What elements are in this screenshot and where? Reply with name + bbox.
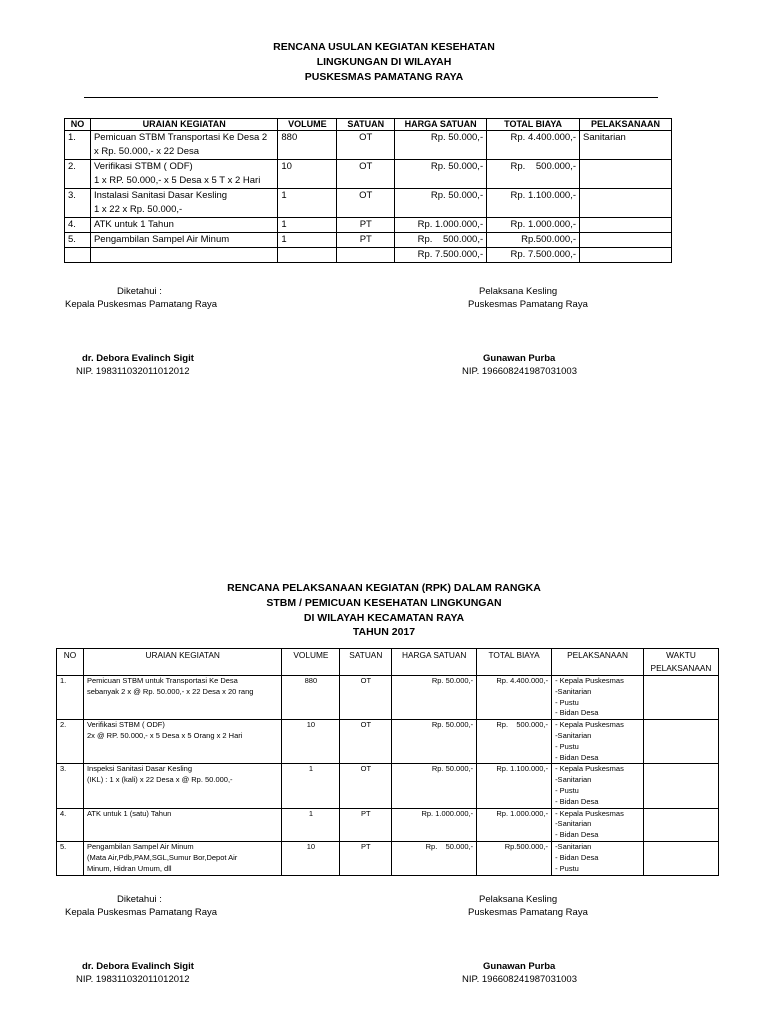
pelaksana-item: - Kepala Puskesmas xyxy=(555,808,624,818)
uraian-line: (Mata Air,Pdb,PAM,SGL,Sumur Bor,Depot Air xyxy=(86,852,238,862)
cell-harga: Rp. 1.000.000,- xyxy=(392,808,477,841)
cell-pelaksanaan xyxy=(552,841,644,875)
cell-satuan: OT xyxy=(337,160,395,189)
cell-satuan: PT xyxy=(337,233,395,248)
doc1-table xyxy=(64,118,672,263)
cell-total: Rp. 500.000,- xyxy=(487,160,580,189)
uraian-line: Pemicuan STBM Transportasi Ke Desa 2 xyxy=(93,132,268,143)
cell-uraian xyxy=(90,160,277,189)
pelaksana-item: - Pustu xyxy=(555,697,579,707)
cell-pelaksanaan xyxy=(552,720,644,764)
doc2-table xyxy=(56,648,719,876)
cell-uraian xyxy=(90,131,277,160)
doc2-sign-left-name: dr. Debora Evalinch Sigit xyxy=(82,961,194,972)
doc2-sign-left-line1: Diketahui : xyxy=(117,894,162,905)
cell-pelaksanaan xyxy=(552,676,644,720)
total-harga: Rp. 7.500.000,- xyxy=(395,248,487,263)
cell-waktu xyxy=(643,764,718,808)
cell-no: 4. xyxy=(65,218,91,233)
uraian-line: 2x @ RP. 50.000,- x 5 Desa x 5 Orang x 2 Hari xyxy=(86,730,243,740)
uraian-line: Verifikasi STBM ( ODF) xyxy=(93,161,193,172)
cell-volume: 1 xyxy=(282,808,340,841)
cell-pelaksanaan xyxy=(580,189,672,218)
table-row xyxy=(65,233,672,248)
cell-satuan: OT xyxy=(340,676,392,720)
doc1-title-line-1: RENCANA USULAN KEGIATAN KESEHATAN xyxy=(273,41,495,53)
doc1-title-line-2: LINGKUNGAN DI WILAYAH xyxy=(316,56,452,68)
pelaksana-item: -Sanitarian xyxy=(555,841,592,851)
cell-volume: 10 xyxy=(282,720,340,764)
doc1-title-line-3: PUSKESMAS PAMATANG RAYA xyxy=(304,71,464,83)
doc2-sign-right-name: Gunawan Purba xyxy=(483,961,556,972)
cell-uraian: ATK untuk 1 (satu) Tahun xyxy=(83,808,281,841)
cell-waktu xyxy=(643,808,718,841)
cell-harga: Rp. 1.000.000,- xyxy=(395,218,487,233)
doc1-header-satuan: SATUAN xyxy=(337,119,395,131)
cell-no: 2. xyxy=(65,160,91,189)
cell-harga: Rp. 50.000,- xyxy=(392,841,477,875)
cell-harga: Rp. 50.000,- xyxy=(395,131,487,160)
cell-uraian xyxy=(83,676,281,720)
uraian-line: (IKL) : 1 x (kali) x 22 Desa x @ Rp. 50.000,- xyxy=(86,775,233,785)
doc2-header-row xyxy=(57,649,719,676)
cell-total: Rp. 4.400.000,- xyxy=(477,676,552,720)
doc1-sign-right-line1: Pelaksana Kesling xyxy=(479,286,558,297)
cell-total: Rp.500.000,- xyxy=(487,233,580,248)
cell-harga: Rp. 50.000,- xyxy=(392,764,477,808)
cell-volume: 1 xyxy=(278,233,337,248)
cell-satuan: PT xyxy=(337,218,395,233)
doc1-header-volume: VOLUME xyxy=(278,119,337,131)
doc1-header-total: TOTAL BIAYA xyxy=(487,119,580,131)
doc2-sign-right-line2: Puskesmas Pamatang Raya xyxy=(468,907,588,918)
cell-no: 3. xyxy=(65,189,91,218)
doc2-title-line-2: STBM / PEMICUAN KESEHATAN LINGKUNGAN xyxy=(266,597,502,609)
doc1-header-row xyxy=(65,119,672,131)
doc2-sign-right-line1: Pelaksana Kesling xyxy=(479,894,558,905)
doc2-sign-right-nip: NIP. 196608241987031003 xyxy=(462,974,577,985)
cell-waktu xyxy=(643,720,718,764)
uraian-line: x Rp. 50.000,- x 22 Desa xyxy=(93,146,200,157)
doc1-header-harga: HARGA SATUAN xyxy=(395,119,487,131)
cell-no: 2. xyxy=(57,720,84,764)
cell-no: 5. xyxy=(65,233,91,248)
pelaksana-item: - Kepala Puskesmas xyxy=(555,764,624,774)
cell-harga: Rp. 500.000,- xyxy=(395,233,487,248)
cell-uraian: ATK untuk 1 Tahun xyxy=(90,218,277,233)
cell-satuan: OT xyxy=(337,189,395,218)
cell-uraian xyxy=(83,841,281,875)
total-biaya: Rp. 7.500.000,- xyxy=(487,248,580,263)
cell-total: Rp. 500.000,- xyxy=(477,720,552,764)
uraian-line: Pengambilan Sampel Air Minum xyxy=(86,841,194,851)
doc2-title-line-3: DI WILAYAH KECAMATAN RAYA xyxy=(303,612,465,624)
pelaksana-item: -Sanitarian xyxy=(555,686,592,696)
pelaksana-item: - Kepala Puskesmas xyxy=(555,720,624,730)
cell-satuan: OT xyxy=(337,131,395,160)
cell-total: Rp. 1.000.000,- xyxy=(477,808,552,841)
pelaksana-item: - Bidan Desa xyxy=(555,830,599,840)
cell-no: 3. xyxy=(57,764,84,808)
uraian-line: 1 x 22 x Rp. 50.000,- xyxy=(93,204,183,215)
cell-uraian xyxy=(83,764,281,808)
table-row xyxy=(65,160,672,189)
pelaksana-item: - Kepala Puskesmas xyxy=(555,676,624,685)
doc2-header-pelaksanaan: PELAKSANAAN xyxy=(552,649,644,676)
cell-volume: 1 xyxy=(278,189,337,218)
doc1-sign-left-name: dr. Debora Evalinch Sigit xyxy=(82,353,194,364)
doc2-sign-left-nip: NIP. 198311032011012012 xyxy=(76,974,190,985)
cell-pelaksanaan xyxy=(580,233,672,248)
uraian-line: Minum, Hidran Umum, dll xyxy=(86,863,172,873)
cell-harga: Rp. 50.000,- xyxy=(392,720,477,764)
cell-uraian: Pengambilan Sampel Air Minum xyxy=(90,233,277,248)
pelaksana-item: - Pustu xyxy=(555,863,579,873)
uraian-line: Pemicuan STBM untuk Transportasi Ke Desa xyxy=(86,676,238,685)
doc2-title-line-4: TAHUN 2017 xyxy=(352,626,416,638)
cell-total: Rp. 4.400.000,- xyxy=(487,131,580,160)
table-row xyxy=(57,841,719,875)
cell-volume: 1 xyxy=(278,218,337,233)
table-row xyxy=(57,676,719,720)
cell-volume: 1 xyxy=(282,764,340,808)
pelaksana-item: - Bidan Desa xyxy=(555,796,599,806)
doc1-sign-left-nip: NIP. 198311032011012012 xyxy=(76,366,190,377)
cell-satuan: PT xyxy=(340,808,392,841)
doc1-title-rule xyxy=(84,97,658,98)
uraian-line: Verifikasi STBM ( ODF) xyxy=(86,720,165,730)
cell-total: Rp.500.000,- xyxy=(477,841,552,875)
pelaksana-item: - Pustu xyxy=(555,741,579,751)
uraian-line: 1 x RP. 50.000,- x 5 Desa x 5 T x 2 Hari xyxy=(93,175,261,186)
uraian-line: sebanyak 2 x @ Rp. 50.000,- x 22 Desa x 20 rang xyxy=(86,686,254,696)
doc2-sign-left-line2: Kepala Puskesmas Pamatang Raya xyxy=(65,907,218,918)
doc1-header-pelaksanaan: PELAKSANAAN xyxy=(580,119,672,131)
cell-harga: Rp. 50.000,- xyxy=(392,676,477,720)
cell-total: Rp. 1.100.000,- xyxy=(487,189,580,218)
cell-no: 1. xyxy=(65,131,91,160)
table-row xyxy=(65,189,672,218)
table-row xyxy=(57,808,719,841)
pelaksana-item: - Bidan Desa xyxy=(555,752,599,762)
cell-no: 4. xyxy=(57,808,84,841)
doc2-header-waktu: WAKTU PELAKSANAAN xyxy=(643,649,718,676)
doc2-header-harga: HARGA SATUAN xyxy=(392,649,477,676)
doc1-header-uraian: URAIAN KEGIATAN xyxy=(90,119,277,131)
doc2-header-uraian: URAIAN KEGIATAN xyxy=(83,649,281,676)
cell-waktu xyxy=(643,676,718,720)
cell-waktu xyxy=(643,841,718,875)
pelaksana-item: - Bidan Desa xyxy=(555,852,599,862)
cell-no: 5. xyxy=(57,841,84,875)
cell-uraian xyxy=(83,720,281,764)
pelaksana-item: -Sanitarian xyxy=(555,775,592,785)
cell-pelaksanaan xyxy=(580,218,672,233)
pelaksana-item: - Bidan Desa xyxy=(555,708,599,718)
table-row xyxy=(65,218,672,233)
cell-total: Rp. 1.100.000,- xyxy=(477,764,552,808)
table-row xyxy=(57,720,719,764)
cell-no: 1. xyxy=(57,676,84,720)
cell-total: Rp. 1.000.000,- xyxy=(487,218,580,233)
doc1-sign-left-line1: Diketahui : xyxy=(117,286,162,297)
doc1-sign-right-name: Gunawan Purba xyxy=(483,353,556,364)
cell-volume: 880 xyxy=(278,131,337,160)
cell-satuan: OT xyxy=(340,720,392,764)
doc1-sign-right-nip: NIP. 196608241987031003 xyxy=(462,366,577,377)
pelaksana-item: - Pustu xyxy=(555,785,579,795)
doc2-title-line-1: RENCANA PELAKSANAAN KEGIATAN (RPK) DALAM RANGKA xyxy=(227,582,541,594)
pelaksana-item: -Sanitarian xyxy=(555,819,592,829)
doc1-header-no: NO xyxy=(65,119,91,131)
cell-satuan: PT xyxy=(340,841,392,875)
cell-pelaksanaan: Sanitarian xyxy=(580,131,672,160)
doc2-header-volume: VOLUME xyxy=(282,649,340,676)
table-row xyxy=(65,131,672,160)
uraian-line: Instalasi Sanitasi Dasar Kesling xyxy=(93,190,228,201)
doc2-header-no: NO xyxy=(57,649,84,676)
cell-pelaksanaan xyxy=(552,808,644,841)
cell-pelaksanaan xyxy=(580,160,672,189)
cell-volume: 10 xyxy=(282,841,340,875)
cell-satuan: OT xyxy=(340,764,392,808)
cell-volume: 880 xyxy=(282,676,340,720)
uraian-line: Inspeksi Sanitasi Dasar Kesling xyxy=(86,764,193,774)
cell-uraian xyxy=(90,189,277,218)
table-total-row xyxy=(65,248,672,263)
cell-harga: Rp. 50.000,- xyxy=(395,189,487,218)
doc1-sign-left-line2: Kepala Puskesmas Pamatang Raya xyxy=(65,299,218,310)
doc2-header-total: TOTAL BIAYA xyxy=(477,649,552,676)
doc2-header-satuan: SATUAN xyxy=(340,649,392,676)
cell-harga: Rp. 50.000,- xyxy=(395,160,487,189)
table-row xyxy=(57,764,719,808)
doc1-sign-right-line2: Puskesmas Pamatang Raya xyxy=(468,299,588,310)
cell-volume: 10 xyxy=(278,160,337,189)
cell-pelaksanaan xyxy=(552,764,644,808)
pelaksana-item: -Sanitarian xyxy=(555,730,592,740)
